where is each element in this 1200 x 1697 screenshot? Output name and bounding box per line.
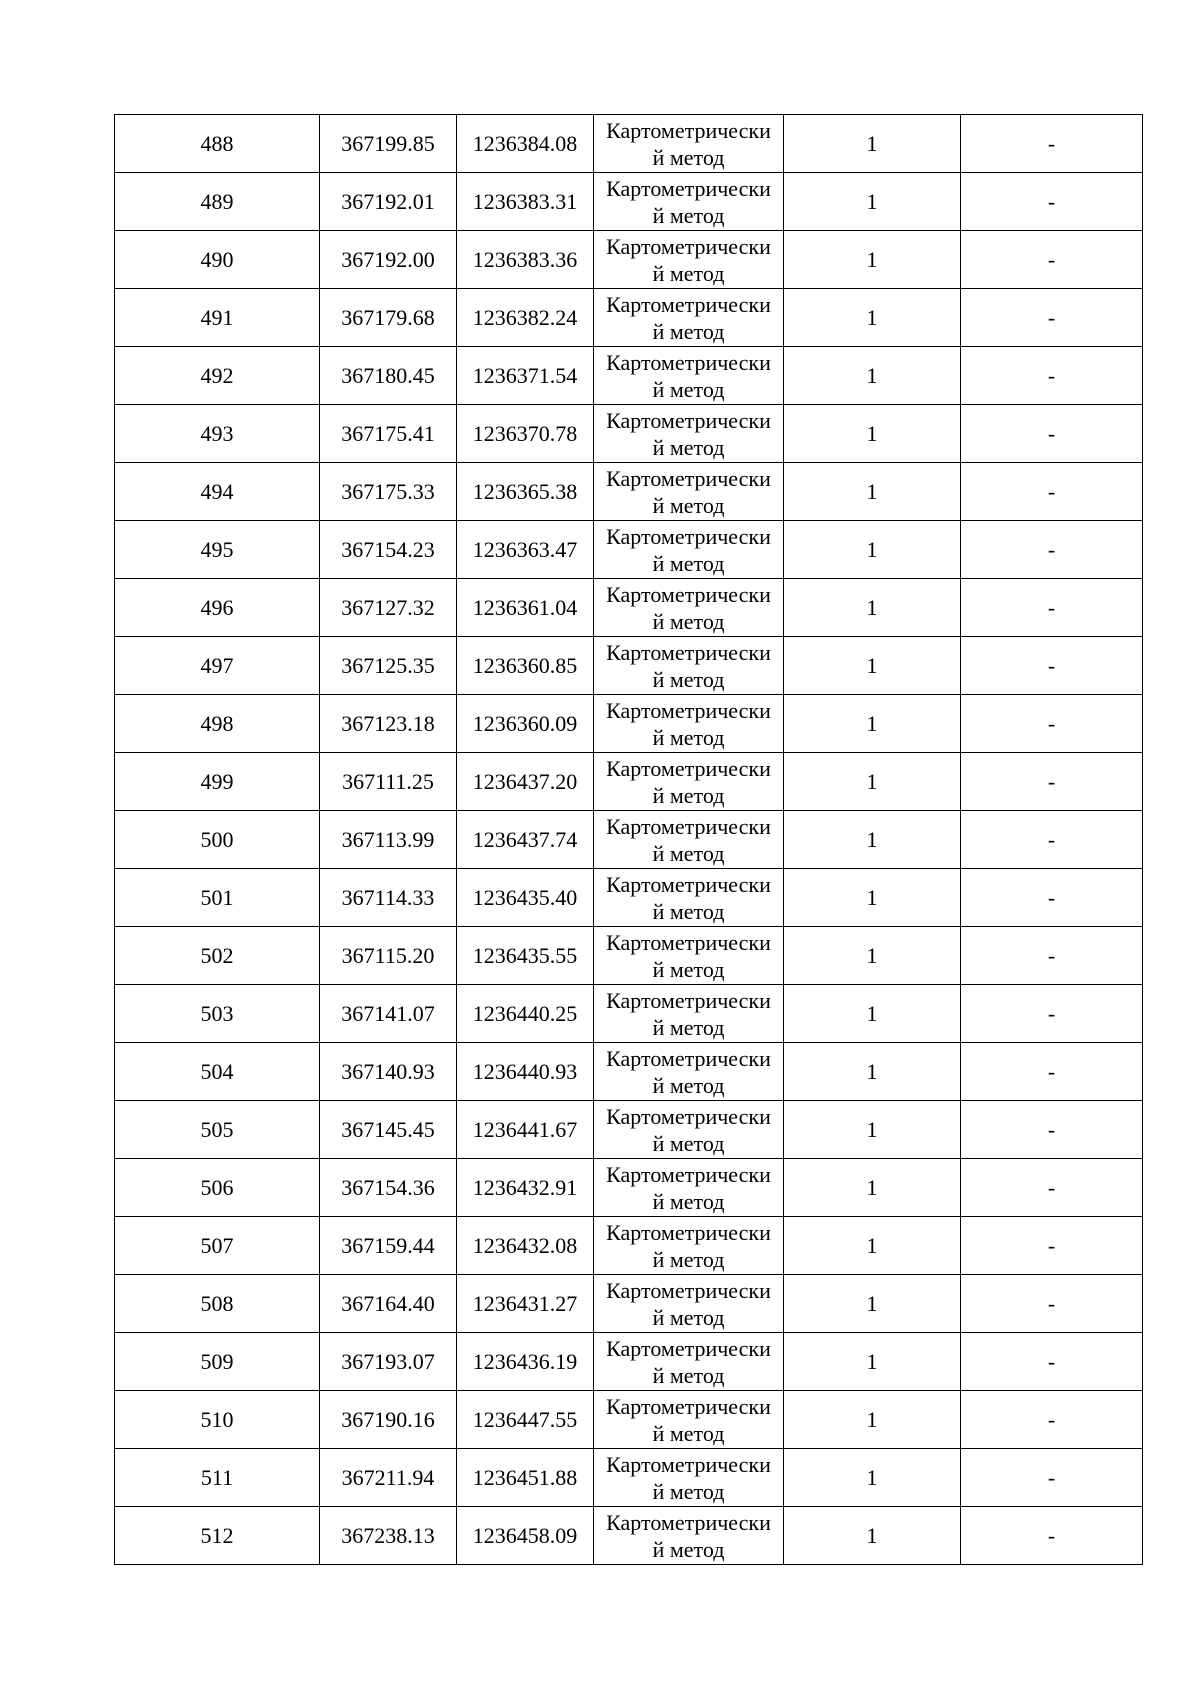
method-text-line-2: й метод	[652, 203, 725, 228]
accuracy-cell: 1	[784, 1507, 961, 1565]
accuracy-cell: 1	[784, 1101, 961, 1159]
method-text-line-1: Картометрически	[606, 640, 771, 665]
y-coordinate-cell: 1236435.55	[457, 927, 594, 985]
method-text-line-2: й метод	[652, 667, 725, 692]
y-coordinate-cell: 1236384.08	[457, 115, 594, 173]
accuracy-cell: 1	[784, 1159, 961, 1217]
table-row	[115, 695, 1143, 753]
accuracy-cell: 1	[784, 1217, 961, 1275]
method-text-line-2: й метод	[652, 493, 725, 518]
x-coordinate-cell: 367199.85	[320, 115, 457, 173]
x-coordinate-cell: 367175.41	[320, 405, 457, 463]
y-coordinate-cell: 1236437.20	[457, 753, 594, 811]
table-row	[115, 173, 1143, 231]
x-coordinate-cell: 367180.45	[320, 347, 457, 405]
x-coordinate-cell: 367154.36	[320, 1159, 457, 1217]
method-text-line-1: Картометрически	[606, 1278, 771, 1303]
table-row	[115, 811, 1143, 869]
note-cell: -	[961, 637, 1143, 695]
note-cell: -	[961, 1449, 1143, 1507]
method-text-line-2: й метод	[652, 319, 725, 344]
note-cell: -	[961, 927, 1143, 985]
point-number-cell: 504	[115, 1043, 320, 1101]
table-row	[115, 115, 1143, 173]
note-cell: -	[961, 753, 1143, 811]
note-cell: -	[961, 1043, 1143, 1101]
note-cell: -	[961, 521, 1143, 579]
note-cell: -	[961, 1333, 1143, 1391]
method-text-line-1: Картометрически	[606, 1046, 771, 1071]
table-body	[115, 115, 1143, 1565]
table-row	[115, 1449, 1143, 1507]
y-coordinate-cell: 1236370.78	[457, 405, 594, 463]
method-cell	[594, 231, 784, 289]
method-cell	[594, 1507, 784, 1565]
method-text-line-1: Картометрически	[606, 930, 771, 955]
method-text-line-2: й метод	[652, 841, 725, 866]
x-coordinate-cell: 367190.16	[320, 1391, 457, 1449]
x-coordinate-cell: 367154.23	[320, 521, 457, 579]
note-cell: -	[961, 811, 1143, 869]
y-coordinate-cell: 1236371.54	[457, 347, 594, 405]
y-coordinate-cell: 1236383.36	[457, 231, 594, 289]
method-text-line-1: Картометрически	[606, 582, 771, 607]
note-cell: -	[961, 1507, 1143, 1565]
y-coordinate-cell: 1236451.88	[457, 1449, 594, 1507]
y-coordinate-cell: 1236436.19	[457, 1333, 594, 1391]
method-cell	[594, 115, 784, 173]
table-row	[115, 869, 1143, 927]
note-cell: -	[961, 463, 1143, 521]
y-coordinate-cell: 1236360.85	[457, 637, 594, 695]
method-cell	[594, 637, 784, 695]
accuracy-cell: 1	[784, 1333, 961, 1391]
point-number-cell: 497	[115, 637, 320, 695]
method-text-line-1: Картометрически	[606, 292, 771, 317]
table-row	[115, 1507, 1143, 1565]
method-cell	[594, 1217, 784, 1275]
method-cell	[594, 811, 784, 869]
note-cell: -	[961, 173, 1143, 231]
method-cell	[594, 1101, 784, 1159]
accuracy-cell: 1	[784, 289, 961, 347]
x-coordinate-cell: 367140.93	[320, 1043, 457, 1101]
method-cell	[594, 289, 784, 347]
x-coordinate-cell: 367192.01	[320, 173, 457, 231]
method-text-line-2: й метод	[652, 725, 725, 750]
method-text-line-2: й метод	[652, 1305, 725, 1330]
method-text-line-2: й метод	[652, 1479, 725, 1504]
point-number-cell: 490	[115, 231, 320, 289]
y-coordinate-cell: 1236440.93	[457, 1043, 594, 1101]
table-row	[115, 1043, 1143, 1101]
table-row	[115, 1391, 1143, 1449]
x-coordinate-cell: 367211.94	[320, 1449, 457, 1507]
accuracy-cell: 1	[784, 985, 961, 1043]
table-row	[115, 521, 1143, 579]
x-coordinate-cell: 367179.68	[320, 289, 457, 347]
y-coordinate-cell: 1236365.38	[457, 463, 594, 521]
method-cell	[594, 347, 784, 405]
accuracy-cell: 1	[784, 695, 961, 753]
method-text-line-2: й метод	[652, 1363, 725, 1388]
method-text-line-2: й метод	[652, 609, 725, 634]
method-text-line-2: й метод	[652, 1247, 725, 1272]
method-text-line-2: й метод	[652, 1189, 725, 1214]
method-text-line-2: й метод	[652, 957, 725, 982]
method-text-line-1: Картометрически	[606, 872, 771, 897]
accuracy-cell: 1	[784, 811, 961, 869]
y-coordinate-cell: 1236447.55	[457, 1391, 594, 1449]
method-cell	[594, 927, 784, 985]
method-text-line-1: Картометрически	[606, 350, 771, 375]
note-cell: -	[961, 1391, 1143, 1449]
method-text-line-1: Картометрически	[606, 118, 771, 143]
point-number-cell: 506	[115, 1159, 320, 1217]
point-number-cell: 502	[115, 927, 320, 985]
table-row	[115, 405, 1143, 463]
y-coordinate-cell: 1236383.31	[457, 173, 594, 231]
method-text-line-1: Картометрически	[606, 408, 771, 433]
method-text-line-1: Картометрически	[606, 1336, 771, 1361]
accuracy-cell: 1	[784, 347, 961, 405]
method-text-line-1: Картометрически	[606, 1162, 771, 1187]
point-number-cell: 491	[115, 289, 320, 347]
method-cell	[594, 695, 784, 753]
method-text-line-1: Картометрически	[606, 698, 771, 723]
accuracy-cell: 1	[784, 1449, 961, 1507]
method-cell	[594, 579, 784, 637]
table-row	[115, 289, 1143, 347]
method-text-line-1: Картометрически	[606, 176, 771, 201]
y-coordinate-cell: 1236432.91	[457, 1159, 594, 1217]
x-coordinate-cell: 367115.20	[320, 927, 457, 985]
note-cell: -	[961, 579, 1143, 637]
method-cell	[594, 1333, 784, 1391]
x-coordinate-cell: 367164.40	[320, 1275, 457, 1333]
method-text-line-2: й метод	[652, 435, 725, 460]
note-cell: -	[961, 1159, 1143, 1217]
method-text-line-2: й метод	[652, 1421, 725, 1446]
method-text-line-1: Картометрически	[606, 466, 771, 491]
table-row	[115, 231, 1143, 289]
method-text-line-2: й метод	[652, 1131, 725, 1156]
method-cell	[594, 1159, 784, 1217]
note-cell: -	[961, 1275, 1143, 1333]
method-cell	[594, 985, 784, 1043]
method-cell	[594, 1275, 784, 1333]
note-cell: -	[961, 869, 1143, 927]
table-row	[115, 1101, 1143, 1159]
note-cell: -	[961, 405, 1143, 463]
point-number-cell: 509	[115, 1333, 320, 1391]
method-text-line-2: й метод	[652, 261, 725, 286]
x-coordinate-cell: 367114.33	[320, 869, 457, 927]
method-cell	[594, 753, 784, 811]
point-number-cell: 492	[115, 347, 320, 405]
table-row	[115, 579, 1143, 637]
note-cell: -	[961, 115, 1143, 173]
accuracy-cell: 1	[784, 1391, 961, 1449]
method-text-line-1: Картометрически	[606, 988, 771, 1013]
table-row	[115, 637, 1143, 695]
method-text-line-1: Картометрически	[606, 234, 771, 259]
accuracy-cell: 1	[784, 1043, 961, 1101]
point-number-cell: 496	[115, 579, 320, 637]
coordinates-table	[114, 114, 1143, 1565]
method-cell	[594, 463, 784, 521]
accuracy-cell: 1	[784, 927, 961, 985]
method-text-line-1: Картометрически	[606, 1104, 771, 1129]
method-text-line-2: й метод	[652, 1537, 725, 1562]
x-coordinate-cell: 367159.44	[320, 1217, 457, 1275]
table-row	[115, 1333, 1143, 1391]
accuracy-cell: 1	[784, 173, 961, 231]
accuracy-cell: 1	[784, 753, 961, 811]
table-row	[115, 985, 1143, 1043]
note-cell: -	[961, 289, 1143, 347]
y-coordinate-cell: 1236363.47	[457, 521, 594, 579]
table-row	[115, 1217, 1143, 1275]
x-coordinate-cell: 367127.32	[320, 579, 457, 637]
method-text-line-1: Картометрически	[606, 756, 771, 781]
method-text-line-1: Картометрически	[606, 524, 771, 549]
accuracy-cell: 1	[784, 231, 961, 289]
method-text-line-1: Картометрически	[606, 1394, 771, 1419]
table-row	[115, 1275, 1143, 1333]
x-coordinate-cell: 367111.25	[320, 753, 457, 811]
accuracy-cell: 1	[784, 405, 961, 463]
method-cell	[594, 1043, 784, 1101]
point-number-cell: 493	[115, 405, 320, 463]
note-cell: -	[961, 347, 1143, 405]
point-number-cell: 488	[115, 115, 320, 173]
method-text-line-1: Картометрически	[606, 1452, 771, 1477]
x-coordinate-cell: 367175.33	[320, 463, 457, 521]
x-coordinate-cell: 367238.13	[320, 1507, 457, 1565]
point-number-cell: 499	[115, 753, 320, 811]
x-coordinate-cell: 367113.99	[320, 811, 457, 869]
method-text-line-1: Картометрически	[606, 1510, 771, 1535]
table-row	[115, 927, 1143, 985]
point-number-cell: 507	[115, 1217, 320, 1275]
point-number-cell: 503	[115, 985, 320, 1043]
point-number-cell: 510	[115, 1391, 320, 1449]
point-number-cell: 498	[115, 695, 320, 753]
accuracy-cell: 1	[784, 115, 961, 173]
table-row	[115, 1159, 1143, 1217]
point-number-cell: 489	[115, 173, 320, 231]
table-row	[115, 463, 1143, 521]
accuracy-cell: 1	[784, 637, 961, 695]
method-text-line-1: Картометрически	[606, 814, 771, 839]
x-coordinate-cell: 367192.00	[320, 231, 457, 289]
method-text-line-2: й метод	[652, 145, 725, 170]
y-coordinate-cell: 1236458.09	[457, 1507, 594, 1565]
method-cell	[594, 1449, 784, 1507]
note-cell: -	[961, 1101, 1143, 1159]
accuracy-cell: 1	[784, 521, 961, 579]
method-text-line-2: й метод	[652, 551, 725, 576]
x-coordinate-cell: 367123.18	[320, 695, 457, 753]
method-text-line-2: й метод	[652, 783, 725, 808]
note-cell: -	[961, 985, 1143, 1043]
accuracy-cell: 1	[784, 463, 961, 521]
note-cell: -	[961, 231, 1143, 289]
method-text-line-2: й метод	[652, 377, 725, 402]
method-text-line-2: й метод	[652, 899, 725, 924]
y-coordinate-cell: 1236440.25	[457, 985, 594, 1043]
accuracy-cell: 1	[784, 579, 961, 637]
method-cell	[594, 869, 784, 927]
method-cell	[594, 521, 784, 579]
method-cell	[594, 173, 784, 231]
method-cell	[594, 405, 784, 463]
method-text-line-1: Картометрически	[606, 1220, 771, 1245]
accuracy-cell: 1	[784, 1275, 961, 1333]
point-number-cell: 508	[115, 1275, 320, 1333]
method-text-line-2: й метод	[652, 1015, 725, 1040]
y-coordinate-cell: 1236431.27	[457, 1275, 594, 1333]
point-number-cell: 501	[115, 869, 320, 927]
y-coordinate-cell: 1236435.40	[457, 869, 594, 927]
note-cell: -	[961, 1217, 1143, 1275]
point-number-cell: 495	[115, 521, 320, 579]
accuracy-cell: 1	[784, 869, 961, 927]
x-coordinate-cell: 367125.35	[320, 637, 457, 695]
y-coordinate-cell: 1236437.74	[457, 811, 594, 869]
x-coordinate-cell: 367145.45	[320, 1101, 457, 1159]
y-coordinate-cell: 1236382.24	[457, 289, 594, 347]
y-coordinate-cell: 1236441.67	[457, 1101, 594, 1159]
point-number-cell: 505	[115, 1101, 320, 1159]
method-cell	[594, 1391, 784, 1449]
x-coordinate-cell: 367193.07	[320, 1333, 457, 1391]
point-number-cell: 494	[115, 463, 320, 521]
point-number-cell: 500	[115, 811, 320, 869]
method-text-line-2: й метод	[652, 1073, 725, 1098]
y-coordinate-cell: 1236360.09	[457, 695, 594, 753]
x-coordinate-cell: 367141.07	[320, 985, 457, 1043]
note-cell: -	[961, 695, 1143, 753]
point-number-cell: 512	[115, 1507, 320, 1565]
point-number-cell: 511	[115, 1449, 320, 1507]
y-coordinate-cell: 1236432.08	[457, 1217, 594, 1275]
table-row	[115, 753, 1143, 811]
y-coordinate-cell: 1236361.04	[457, 579, 594, 637]
table-row	[115, 347, 1143, 405]
